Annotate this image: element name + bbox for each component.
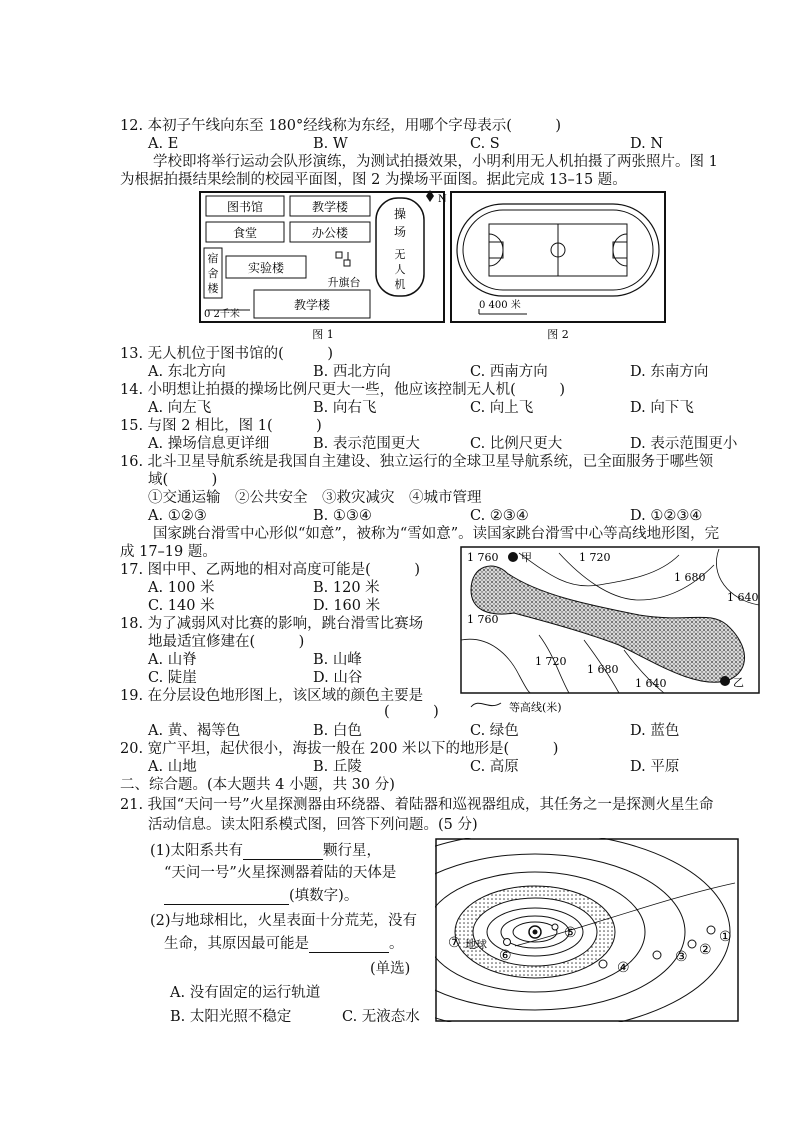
q18-stem-2: 地最适宜修建在( ) bbox=[148, 634, 305, 650]
intro-13-line2: 为根据拍摄结果绘制的校园平面图，图 2 为操场平面图。据此完成 13–15 题。 bbox=[120, 172, 627, 188]
q21-blank-planet-count[interactable] bbox=[243, 859, 323, 860]
q13-option-a: A. 东北方向 bbox=[148, 364, 226, 380]
q15-option-b: B. 表示范围更大 bbox=[313, 436, 420, 452]
solar-label-3: ③ bbox=[675, 949, 688, 965]
intro-13-line1: 学校即将举行运动会队形演练，为测试拍摄效果，小明利用无人机拍摄了两张照片。图 1 bbox=[153, 154, 718, 170]
q20-option-b: B. 丘陵 bbox=[313, 759, 362, 775]
q17-option-a: A. 100 米 bbox=[148, 580, 215, 596]
contour-label-1760-top: 1 760 bbox=[467, 551, 499, 564]
q16-items: ①交通运输 ②公共安全 ③救灾减灾 ④城市管理 bbox=[148, 490, 482, 506]
q20-option-d: D. 平原 bbox=[630, 759, 680, 775]
q16-option-a: A. ①②③ bbox=[148, 508, 207, 524]
fig1-dorm-2: 舍 bbox=[207, 267, 219, 280]
q17-option-c: C. 140 米 bbox=[148, 598, 215, 614]
fig1-scale-label: 0 2千米 bbox=[204, 309, 240, 320]
q19-option-a: A. 黄、褐等色 bbox=[148, 723, 241, 739]
contour-label-1680-top: 1 680 bbox=[674, 571, 706, 584]
q21-part2-line2: 生命，其原因最可能是 。 bbox=[164, 936, 404, 952]
intro-17-line1: 国家跳台滑雪中心形似“如意”，被称为“雪如意”。读国家跳台滑雪中心等高线地形图，完 bbox=[153, 526, 720, 542]
q19-stem: 19. 在分层设色地形图上，该区域的颜色主要是 bbox=[120, 688, 424, 704]
point-jia-marker bbox=[508, 552, 518, 562]
q14-option-b: B. 向右飞 bbox=[313, 400, 377, 416]
q21-stem-2: 活动信息。读太阳系模式图，回答下列问题。(5 分) bbox=[148, 817, 478, 833]
q13-option-b: B. 西北方向 bbox=[313, 364, 391, 380]
contour-label-1640-bottom: 1 640 bbox=[635, 677, 667, 690]
q19-paren: ( ) bbox=[384, 704, 439, 720]
q12-option-a: A. E bbox=[148, 136, 179, 152]
solar-label-5: ⑤ bbox=[564, 925, 577, 941]
q12-option-c: C. S bbox=[470, 136, 500, 152]
q17-stem: 17. 图中甲、乙两地的相对高度可能是( ) bbox=[120, 562, 420, 578]
point-yi-marker bbox=[720, 676, 730, 686]
q12-option-b: B. W bbox=[313, 136, 348, 152]
q15-option-a: A. 操场信息更详细 bbox=[148, 436, 270, 452]
q18-stem-1: 18. 为了减弱风对比赛的影响，跳台滑雪比赛场 bbox=[120, 616, 424, 632]
q17-option-d: D. 160 米 bbox=[313, 598, 381, 614]
q19-option-d: D. 蓝色 bbox=[630, 723, 680, 739]
q15-option-d: D. 表示范围更小 bbox=[630, 436, 738, 452]
contour-legend-line-icon bbox=[471, 703, 501, 707]
q12-option-d: D. N bbox=[630, 136, 664, 152]
intro-17-line2: 成 17–19 题。 bbox=[120, 544, 217, 560]
q18-option-d: D. 山谷 bbox=[313, 670, 363, 686]
q21-part1-line3: (填数字)。 bbox=[164, 887, 358, 905]
fig1-field-1: 操 bbox=[393, 207, 407, 221]
q14-option-d: D. 向下飞 bbox=[630, 400, 694, 416]
contour-legend-label: 等高线(米) bbox=[509, 701, 562, 714]
section-2-heading: 二、综合题。(本大题共 4 小题，共 30 分) bbox=[120, 777, 395, 793]
fig1-drone-1: 无 bbox=[394, 248, 406, 261]
q18-option-b: B. 山峰 bbox=[313, 652, 362, 668]
fig1-teaching-building: 教学楼 bbox=[311, 200, 349, 214]
q13-option-c: C. 西南方向 bbox=[470, 364, 548, 380]
fig1-dorm-3: 楼 bbox=[207, 282, 219, 295]
q15-option-c: C. 比例尺更大 bbox=[470, 436, 563, 452]
fig1-caption: 图 1 bbox=[312, 328, 334, 341]
q21-blank-reason[interactable] bbox=[309, 952, 389, 953]
q16-option-c: C. ②③④ bbox=[470, 508, 529, 524]
fig1-office: 办公楼 bbox=[311, 226, 349, 240]
fig1-field-2: 场 bbox=[393, 225, 407, 239]
fig1-drone-3: 机 bbox=[394, 278, 406, 291]
q13-option-d: D. 东南方向 bbox=[630, 364, 709, 380]
contour-label-1720-bottom: 1 720 bbox=[535, 655, 567, 668]
q14-option-c: C. 向上飞 bbox=[470, 400, 534, 416]
q20-stem: 20. 宽广平坦，起伏很小，海拔一般在 200 米以下的地形是( ) bbox=[120, 741, 559, 757]
q16-stem-2: 域( ) bbox=[148, 472, 218, 488]
q21-option-c: C. 无液态水 bbox=[342, 1009, 420, 1025]
q14-stem: 14. 小明想让拍摄的操场比例尺更大一些，他应该控制无人机( ) bbox=[120, 382, 565, 398]
solar-label-6: ⑥ bbox=[499, 948, 512, 964]
solar-label-1: ① bbox=[719, 929, 732, 945]
q21-single-choice-note: (单选) bbox=[370, 961, 411, 977]
fig1-canteen: 食堂 bbox=[232, 226, 258, 240]
contour-map bbox=[459, 545, 761, 715]
q20-option-a: A. 山地 bbox=[148, 759, 197, 775]
figure-2-field-map bbox=[449, 190, 667, 342]
q17-option-b: B. 120 米 bbox=[313, 580, 380, 596]
fig1-dorm-1: 宿 bbox=[207, 252, 219, 265]
solar-earth-label: 地球 bbox=[465, 938, 487, 951]
q18-option-c: C. 陡崖 bbox=[148, 670, 197, 686]
fig1-teaching-building-2: 教学楼 bbox=[293, 298, 331, 312]
q19-option-c: C. 绿色 bbox=[470, 723, 519, 739]
figure-1-campus-map bbox=[198, 190, 448, 342]
fig2-caption: 图 2 bbox=[547, 328, 569, 341]
point-yi-label: 乙 bbox=[733, 676, 744, 689]
q21-stem-1: 21. 我国“天问一号”火星探测器由环绕器、着陆器和巡视器组成，其任务之一是探测火星生命 bbox=[120, 797, 714, 813]
q21-option-b: B. 太阳光照不稳定 bbox=[170, 1009, 292, 1025]
contour-label-1680-bottom: 1 680 bbox=[587, 663, 619, 676]
fig1-flag-platform: 升旗台 bbox=[327, 276, 361, 289]
q21-blank-landing-body[interactable] bbox=[164, 904, 289, 905]
q18-option-a: A. 山脊 bbox=[148, 652, 197, 668]
point-jia-label: 甲 bbox=[521, 551, 532, 564]
fig1-library: 图书馆 bbox=[226, 200, 264, 214]
q16-stem-1: 16. 北斗卫星导航系统是我国自主建设、独立运行的全球卫星导航系统，已全面服务于哪些领 bbox=[120, 454, 714, 470]
q15-stem: 15. 与图 2 相比，图 1( ) bbox=[120, 418, 322, 434]
q16-option-d: D. ①②③④ bbox=[630, 508, 703, 524]
solar-label-7: ⑦ bbox=[448, 935, 461, 951]
q14-option-a: A. 向左飞 bbox=[148, 400, 212, 416]
solar-label-2: ② bbox=[699, 942, 712, 958]
contour-label-1760-left: 1 760 bbox=[467, 613, 499, 626]
contour-label-1640-right: 1 640 bbox=[727, 591, 759, 604]
solar-system-diagram bbox=[435, 838, 739, 1022]
q21-part1-line1: (1)太阳系共有 颗行星， bbox=[150, 843, 382, 859]
fig1-lab: 实验楼 bbox=[247, 261, 285, 275]
fig1-drone-2: 人 bbox=[394, 263, 406, 276]
q13-stem: 13. 无人机位于图书馆的( ) bbox=[120, 346, 333, 362]
fig2-scale-label: 0 400 米 bbox=[479, 300, 521, 311]
q21-option-a: A. 没有固定的运行轨道 bbox=[170, 985, 321, 1001]
q21-part2-line1: (2)与地球相比，火星表面十分荒芜，没有 bbox=[150, 913, 418, 929]
contour-label-1720-top: 1 720 bbox=[579, 551, 611, 564]
q21-part1-line2: “天问一号”火星探测器着陆的天体是 bbox=[164, 865, 397, 881]
q20-option-c: C. 高原 bbox=[470, 759, 519, 775]
fig1-north-label: N bbox=[438, 194, 447, 205]
q12-stem: 12. 本初子午线向东至 180°经线称为东经，用哪个字母表示( ) bbox=[120, 118, 562, 134]
q16-option-b: B. ①③④ bbox=[313, 508, 372, 524]
q19-option-b: B. 白色 bbox=[313, 723, 362, 739]
solar-label-4: ④ bbox=[617, 960, 630, 976]
